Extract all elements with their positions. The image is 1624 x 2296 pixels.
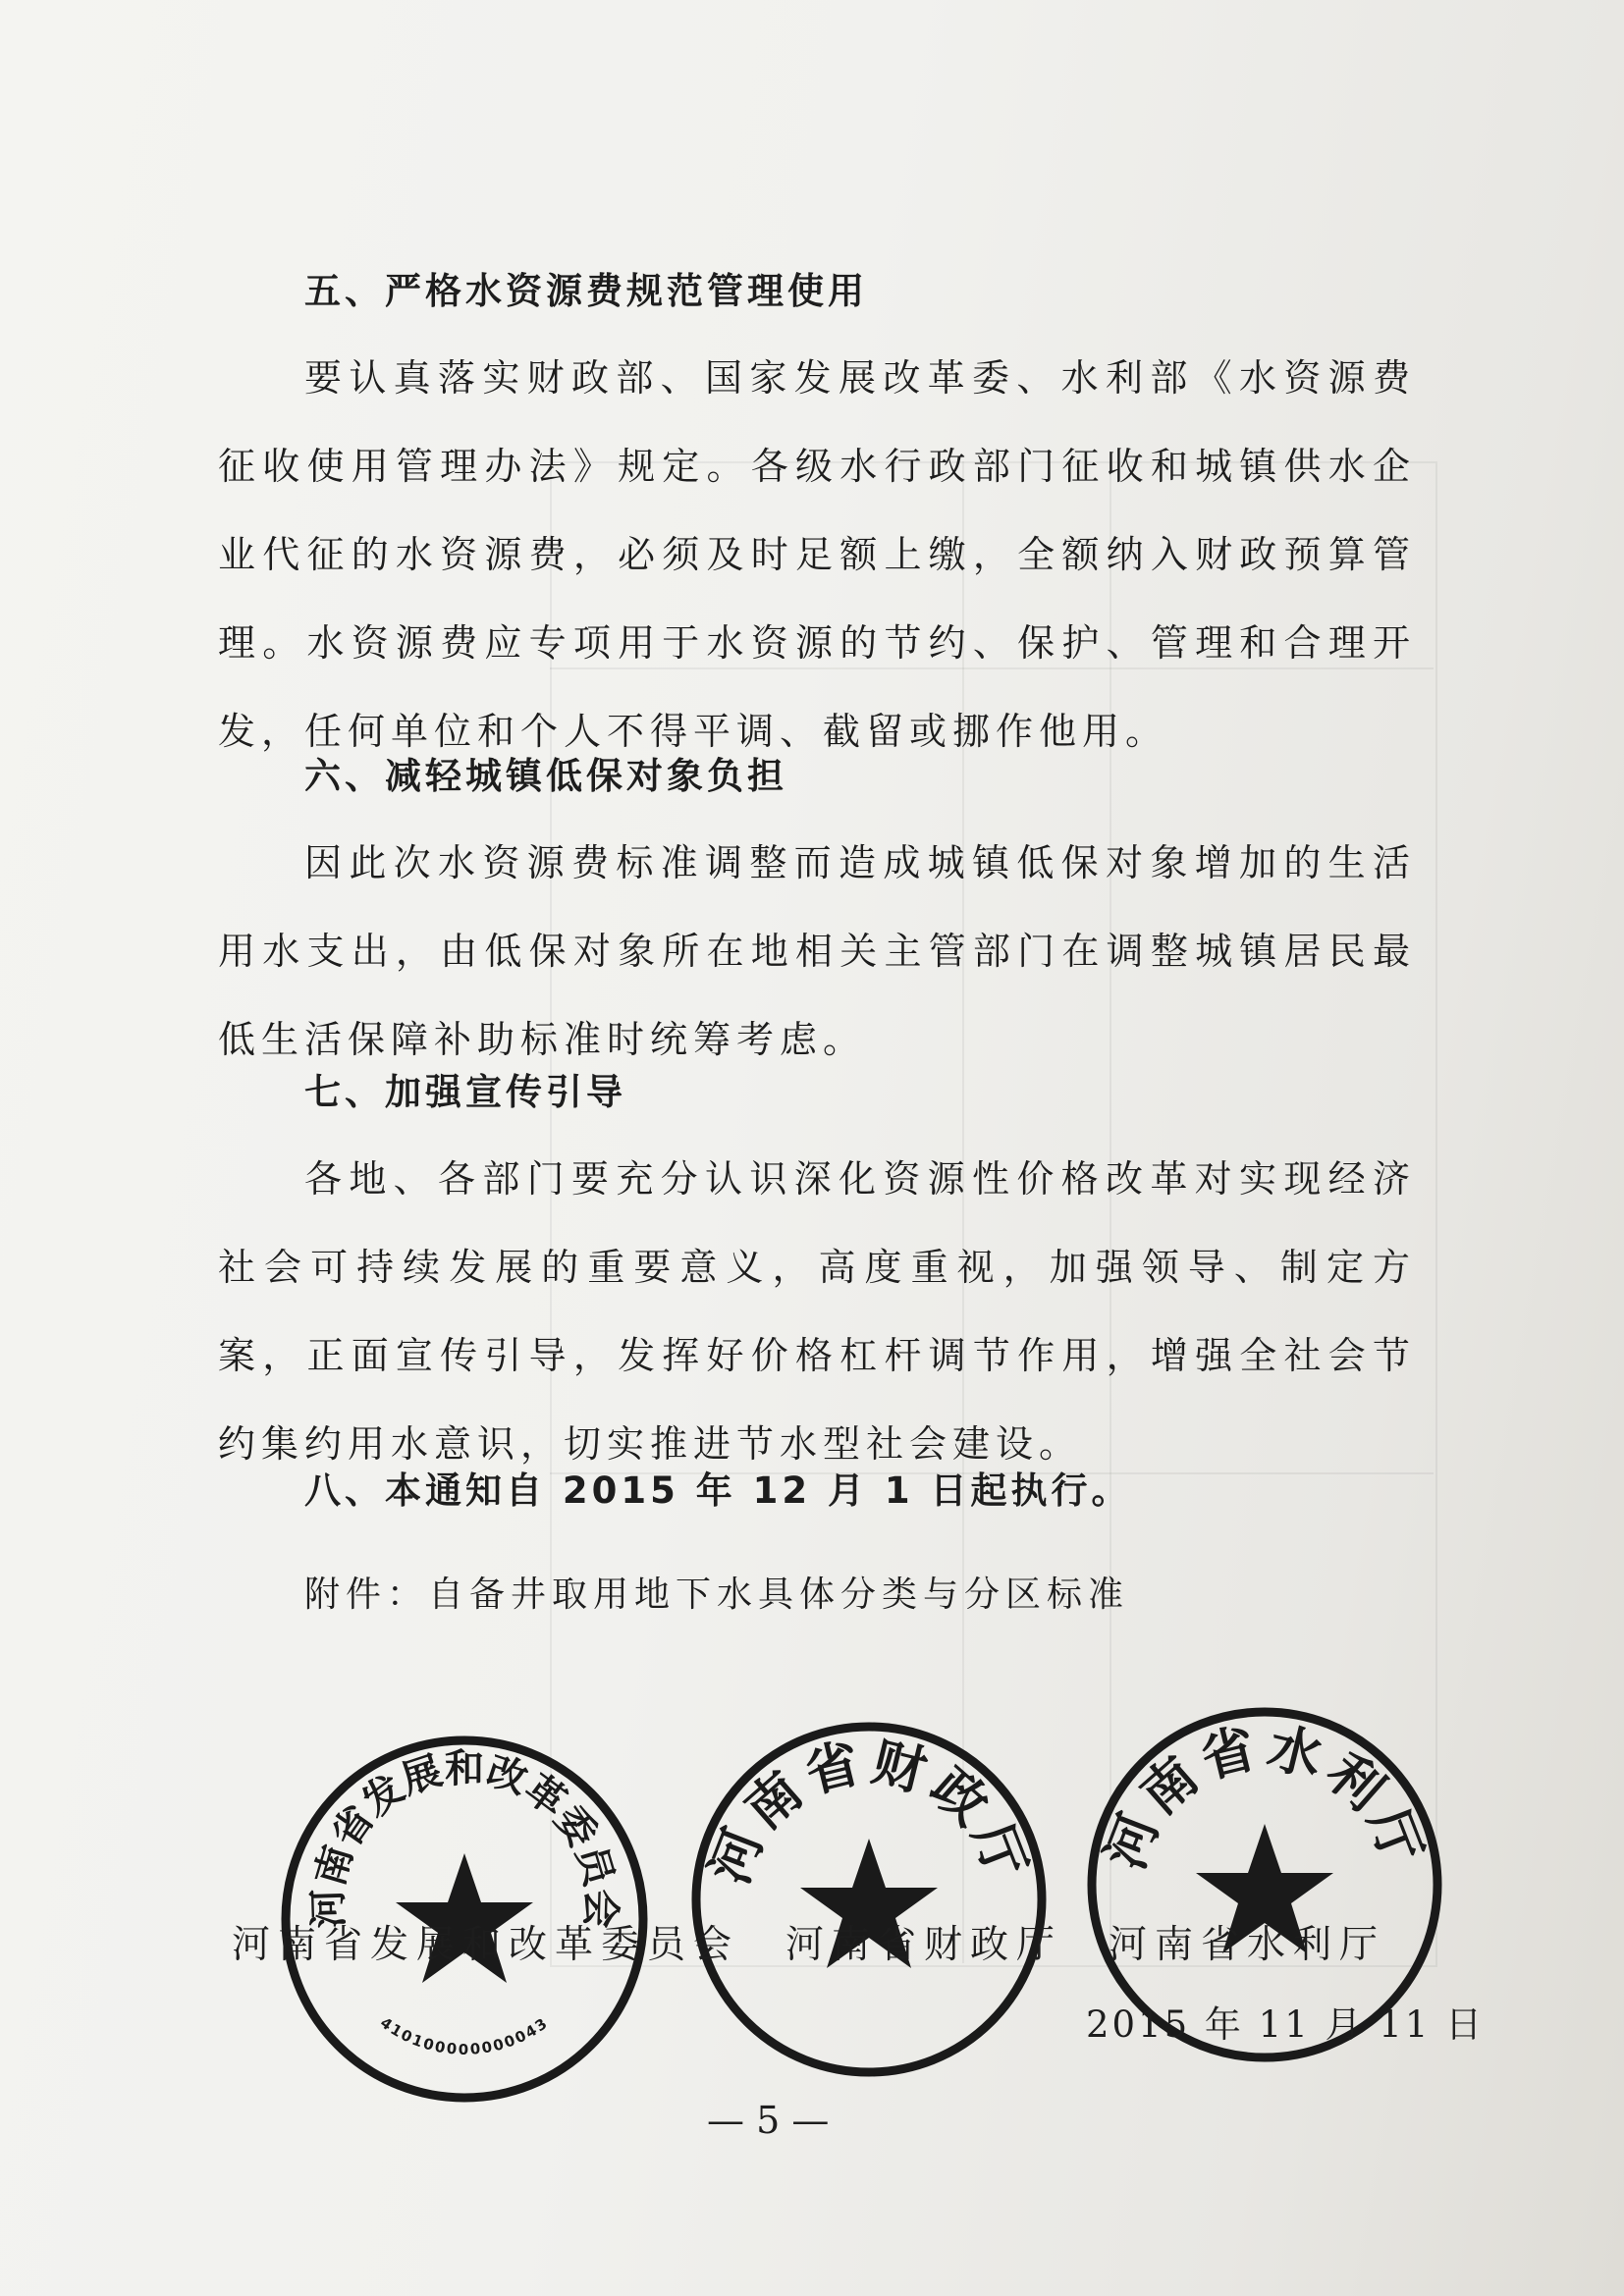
section-heading: 八、本通知自 2015 年 12 月 1 日起执行。 [304,1469,1132,1512]
section-body: 各地、各部门要充分认识深化资源性价格改革对实现经济社会可持续发展的重要意义，高度重视，加强领导、制定方案，正面宣传引导，发挥好价格杠杆调节作用，增强全社会节约集约用水意识，切实推进节水型社会建设。 [218,1157,1416,1466]
section-heading: 六、减轻城镇低保对象负担 [304,755,787,797]
seal-lettering: 河南省发展和改革委员会 [305,1746,623,1929]
section-body: 因此次水资源费标准调整而造成城镇低保对象增加的生活用水支出，由低保对象所在地相关主管部门在调整城镇居民最低生活保障补助标准时统筹考虑。 [218,841,1416,1061]
section-five [218,261,1416,775]
section-six [218,746,1416,1084]
page-number: — 5 — [707,2099,830,2142]
issue-date: 2015 年 11 月 11 日 [1086,2003,1486,2046]
seal-finance-department [682,1713,1056,2086]
issuing-authorities: 河南省发展和改革委员会 河南省财政厅 河南省水利厅 [232,1923,1386,1967]
section-heading: 五、严格水资源费规范管理使用 [304,270,868,312]
seal-lettering: 河南省水利厅 [1093,1715,1436,1878]
seal-code: 410100000000043 [376,2013,553,2058]
section-seven [218,1062,1416,1488]
attachment-line: 附件：自备井取用地下水具体分类与分区标准 [304,1575,1130,1615]
section-eight [218,1461,1416,1514]
section-heading: 七、加强宣传引导 [304,1071,626,1113]
seal-lettering: 河南省财政厅 [697,1730,1041,1893]
section-body: 要认真落实财政部、国家发展改革委、水利部《水资源费征收使用管理办法》规定。各级水行政部门征收和城镇供水企业代征的水资源费，必须及时足额上缴，全额纳入财政预算管理。水资源费应专项用于水资源的节约、保护、管理和合理开发，任何单位和个人不得平调、截留或挪作他用。 [218,356,1416,753]
